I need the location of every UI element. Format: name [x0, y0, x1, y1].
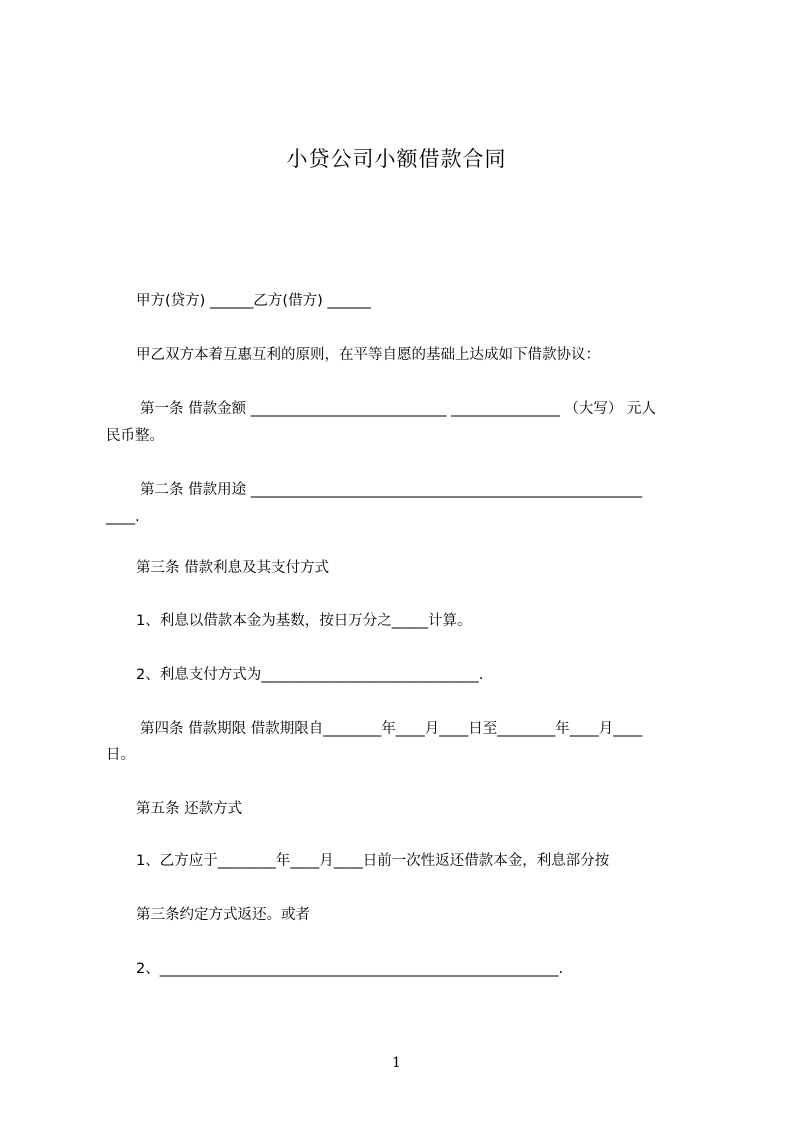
article-5-item-1-continuation: 第三条约定方式返还。或者 — [136, 907, 310, 923]
article-4-line: 第四条 借款期限 借款期限自________年____月____日至________年____月____ — [140, 721, 643, 737]
article-5-item-2: 2、_______________________________________________________. — [136, 961, 564, 977]
article-1-continuation: 民币整。 — [106, 428, 164, 444]
article-3-heading: 第三条 借款利息及其支付方式 — [136, 560, 330, 576]
article-2-continuation: ____. — [106, 509, 140, 525]
document-title: 小贷公司小额借款合同 — [286, 147, 507, 171]
article-3-item-1: 1、利息以借款本金为基数，按日万分之_____计算。 — [136, 613, 472, 629]
article-5-heading: 第五条 还款方式 — [136, 801, 243, 817]
article-3-item-2: 2、利息支付方式为______________________________. — [136, 667, 484, 683]
page-number: 1 — [392, 1055, 401, 1071]
article-1-line: 第一条 借款金额 ___________________________ _______________ （大写） 元人 — [140, 401, 657, 417]
article-4-continuation: 日。 — [106, 747, 135, 763]
article-5-item-1: 1、乙方应于________年____月____日前一次性返还借款本金，利息部分按 — [136, 853, 610, 869]
parties-line: 甲方(贷方) ______乙方(借方) ______ — [136, 293, 371, 309]
article-2-line: 第二条 借款用途 ______________________________________________________ — [140, 482, 643, 498]
preamble-line: 甲乙双方本着互惠互利的原则，在平等自愿的基础上达成如下借款协议： — [136, 347, 600, 363]
